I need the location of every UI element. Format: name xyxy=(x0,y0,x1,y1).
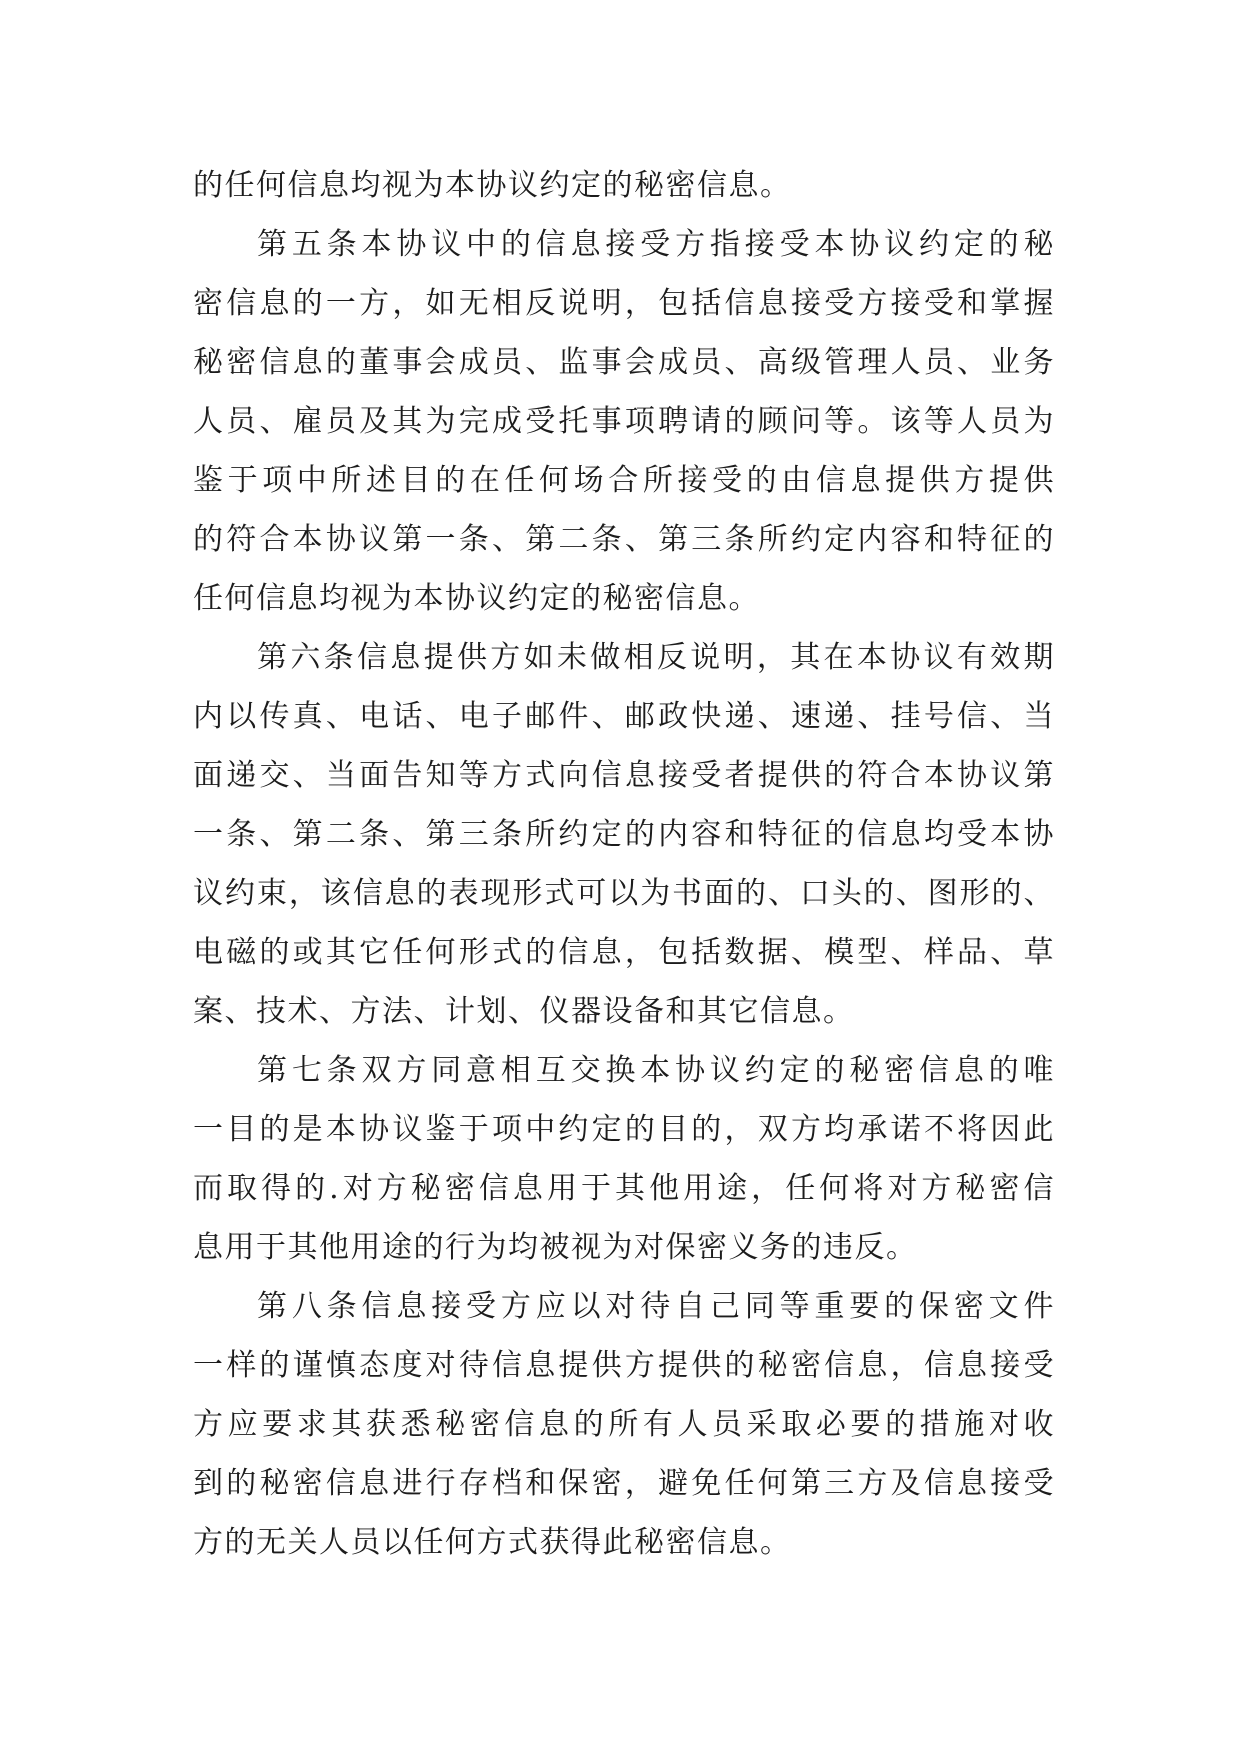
text-line: 秘密信息的董事会成员、监事会成员、高级管理人员、业务 xyxy=(193,345,1055,380)
text-line: 一目的是本协议鉴于项中约定的目的，双方均承诺不将因此 xyxy=(193,1112,1055,1147)
paragraph xyxy=(193,628,1055,1041)
text-line: 内以传真、电话、电子邮件、邮政快递、速递、挂号信、当 xyxy=(193,699,1055,734)
text-line: 人员、雇员及其为完成受托事项聘请的顾问等。该等人员为 xyxy=(193,404,1055,439)
text-line: 密信息的一方，如无相反说明，包括信息接受方接受和掌握 xyxy=(193,286,1055,321)
text-line: 方的无关人员以任何方式获得此秘密信息。 xyxy=(193,1525,792,1560)
text-line: 鉴于项中所述目的在任何场合所接受的由信息提供方提供 xyxy=(193,463,1055,498)
paragraph xyxy=(193,215,1055,628)
text-line: 一样的谨慎态度对待信息提供方提供的秘密信息，信息接受 xyxy=(193,1348,1055,1383)
text-line: 第八条信息接受方应以对待自己同等重要的保密文件 xyxy=(257,1289,1055,1324)
text-line: 第五条本协议中的信息接受方指接受本协议约定的秘 xyxy=(257,227,1055,262)
text-line: 第七条双方同意相互交换本协议约定的秘密信息的唯 xyxy=(257,1053,1055,1088)
text-line: 息用于其他用途的行为均被视为对保密义务的违反。 xyxy=(193,1230,918,1265)
text-line: 任何信息均视为本协议约定的秘密信息。 xyxy=(193,581,760,616)
text-line: 的符合本协议第一条、第二条、第三条所约定内容和特征的 xyxy=(193,522,1055,557)
paragraph xyxy=(193,1041,1055,1277)
document-body xyxy=(193,156,1055,1572)
text-line: 到的秘密信息进行存档和保密，避免任何第三方及信息接受 xyxy=(193,1466,1055,1501)
text-line: 的任何信息均视为本协议约定的秘密信息。 xyxy=(193,168,792,203)
paragraph-continuation xyxy=(193,156,1055,215)
text-line: 一条、第二条、第三条所约定的内容和特征的信息均受本协 xyxy=(193,817,1055,852)
text-line: 而取得的.对方秘密信息用于其他用途，任何将对方秘密信 xyxy=(193,1171,1055,1206)
text-line: 议约束，该信息的表现形式可以为书面的、口头的、图形的、 xyxy=(193,876,1055,911)
paragraph xyxy=(193,1277,1055,1572)
text-line: 第六条信息提供方如未做相反说明，其在本协议有效期 xyxy=(257,640,1055,675)
text-line: 面递交、当面告知等方式向信息接受者提供的符合本协议第 xyxy=(193,758,1055,793)
text-line: 案、技术、方法、计划、仪器设备和其它信息。 xyxy=(193,994,855,1029)
text-line: 电磁的或其它任何形式的信息，包括数据、模型、样品、草 xyxy=(193,935,1055,970)
text-line: 方应要求其获悉秘密信息的所有人员采取必要的措施对收 xyxy=(193,1407,1055,1442)
